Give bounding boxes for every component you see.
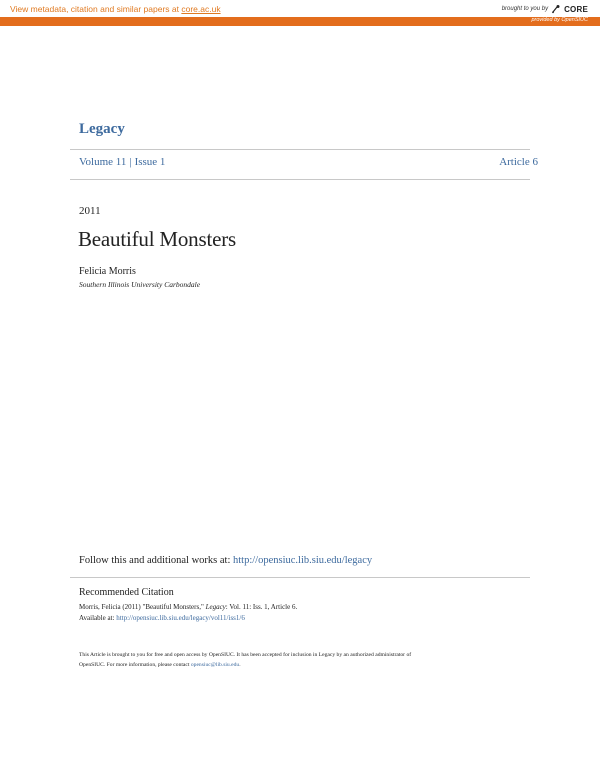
access-notice <box>79 650 519 670</box>
recommended-citation-heading: Recommended Citation <box>79 587 174 598</box>
contact-email-link[interactable]: opensiuc@lib.siu.edu <box>190 662 240 668</box>
notice-line-2 <box>79 660 519 670</box>
issue-link[interactable]: Issue 1 <box>134 156 166 168</box>
divider-top <box>70 149 530 150</box>
article-title: Beautiful Monsters <box>78 227 236 251</box>
divider-header-bottom <box>70 179 530 180</box>
citation-text <box>79 603 297 611</box>
publication-year: 2011 <box>79 205 101 217</box>
follow-url-link[interactable]: http://opensiuc.lib.siu.edu/legacy <box>233 555 373 566</box>
author-name: Felicia Morris <box>79 266 136 277</box>
volume-issue <box>79 156 165 168</box>
core-logo-icon <box>551 4 561 14</box>
journal-title-link[interactable]: Legacy <box>79 121 125 137</box>
available-label: Available at: <box>79 614 117 622</box>
article-number-link[interactable]: Article 6 <box>499 156 538 168</box>
notice-line-2-start: OpenSIUC. For more information, please contact <box>79 662 191 668</box>
divider-citation <box>70 577 530 578</box>
core-logo-text: CORE <box>564 4 588 14</box>
citation-journal: Legacy <box>205 603 226 611</box>
core-metadata-text: View metadata, citation and similar papers at <box>10 4 182 14</box>
volume-link[interactable]: Volume 11 <box>79 156 127 168</box>
brought-to-you-text: brought to you by <box>501 6 549 12</box>
author-affiliation: Southern Illinois University Carbondale <box>79 280 201 289</box>
follow-line <box>79 555 372 566</box>
available-at-line <box>79 614 245 622</box>
citation-end: : Vol. 11: Iss. 1, Article 6. <box>225 603 298 611</box>
notice-line-1: This Article is brought to you for free and open access by OpenSIUC. It has been accepted for inclusion in Legacy by an authorized administrator of <box>79 652 412 658</box>
volume-issue-separator: | <box>129 156 132 168</box>
core-brought-by[interactable] <box>502 4 588 14</box>
provided-by-text: provided by OpenSIUC <box>531 17 588 23</box>
citation-start: Morris, Felicia (2011) "Beautiful Monsters," <box>79 603 206 611</box>
notice-line-2-end: . <box>239 662 241 668</box>
follow-text: Follow this and additional works at: <box>79 555 233 566</box>
core-orange-strip <box>0 17 600 26</box>
article-url-link[interactable]: http://opensiuc.lib.siu.edu/legacy/vol11/iss1/6 <box>116 614 245 622</box>
core-ac-uk-link[interactable]: core.ac.uk <box>181 4 221 14</box>
core-metadata-notice <box>10 4 221 14</box>
